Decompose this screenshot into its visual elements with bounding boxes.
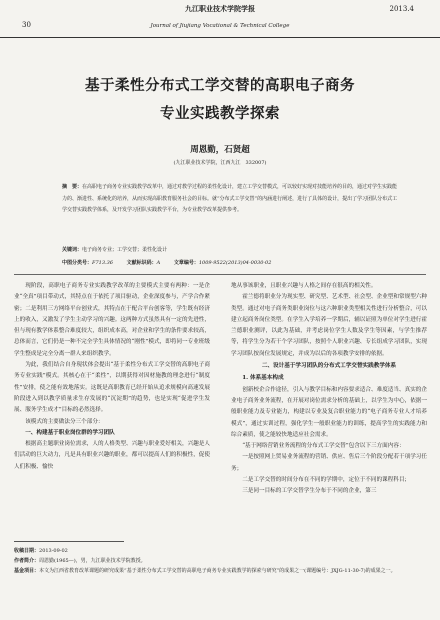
- body-paragraph: 地从事该职业，且职业兴趣与人格之间存在很高的相关性。: [231, 283, 377, 289]
- classification: [62, 258, 400, 270]
- header-divider: [14, 274, 426, 275]
- abstract-label: 摘 要：: [62, 184, 83, 190]
- authors: 周恩勤，石贤超: [190, 145, 250, 155]
- body-column-right: [231, 281, 427, 498]
- body-column-left: [14, 281, 210, 473]
- body-paragraph: 一是按照网上贸易业务流程的营销、供应、售后三个阶段分配若干项学习任务；: [231, 454, 427, 472]
- keywords-text: 电子商务专业；工学交替；柔性化设计: [82, 247, 168, 253]
- body-paragraph: 霍兰德将职业分为现实型、研究型、艺术型、社会型、企业型和常规型六种类型。通过对电子商务类职业岗位与这六种职业类型相关性进行分析整合，可以建立起商务岗位类型。在学生入学培养一学期后，辅以证照为单位对学生进行霍兰德职业测评，以此为基础，并考虑岗位学生人数及学生等因素，与学生推荐等，将学生分为若干个学习团队，按照个人职业兴趣、专长组成学习团队，实现学习团队按岗位发展规定，并成为以后的各项教学安排的依据。: [231, 294, 427, 357]
- body-paragraph: 二是工学交替的时间分布在不同的学期中，定位于不同的课程科目；: [242, 477, 411, 484]
- keywords: [62, 245, 400, 257]
- footnote-rule: [14, 541, 124, 542]
- issue-date: 2013.4: [389, 5, 414, 13]
- body-paragraph: “基于网络营销业务流程的分布式工学交替”包含以下三方面内容：: [242, 443, 405, 450]
- article-title: [0, 72, 440, 128]
- page-number: 30: [22, 21, 31, 29]
- abstract-text: 在高职电子商务专业实践教学改革中，通过对教学过程的柔性化设计，建立工学交替模式，可以较好实现对技能培养的目的，通过对学生实践能力的、渐进性、系统化的培养，从而实现高职教育服务社会的目标。就“分布式工学交替”的内涵进行阐述，进行了具体的设计，提出了学习团队分布式工学交替实践教学体系，及开发学习团队实践教学平台，为专业教学改革提供参考。: [62, 184, 398, 213]
- running-header-line: [0, 17, 440, 38]
- journal-name-en: Journal of Jiujiang Vocational & Technical College: [150, 23, 290, 29]
- body-paragraph: 根据高主题职业岗位需求，人的人格类型、兴趣与职业爱好相关，兴趣是人们活动的巨大动力，凡是具有职业兴趣的职业，都可以提高人们的积极性，促使人们积极、愉快: [14, 441, 210, 470]
- doc-code: 文献标识码：A: [126, 260, 161, 266]
- subsection-heading: 1. 体系基本构成: [242, 375, 284, 382]
- article-id: 文章编号：1009-9522(2013)04-0030-02: [173, 260, 272, 266]
- body-paragraph: 现阶段，高职电子商务专业实践教学改革的主要模式主要有两种：一是企业“全真”项目带动式，其特点在于依托了项目驱动，企业深度参与，产学合作紧密；二是利用三方网络平台创业式，其特点在于配合平台创客等，学生既有经济上的收入，又激发了学生主动学习的兴趣。这两种方式虽然具有一定的先进性，但与现有教学体系整合难度较大，组织成本高，对企业和学生的条件要求较高，总体而言，它们仍是一种不完全学生具体情况的“刚性”模式，即将同一专业班级学生整成是完全分离一群人来组织教学。: [14, 283, 210, 357]
- section-heading: 二、设计基于学习团队的分布式工学交替实践教学体系: [261, 363, 397, 370]
- keywords-label: 关键词：: [62, 247, 83, 253]
- abstract: [62, 182, 400, 217]
- body-paragraph: 三是同一目标的工学交替学生分布于不同的企业，第三: [242, 488, 377, 495]
- title-line-1: 基于柔性分布式工学交替的高职电子商务: [85, 77, 355, 94]
- title-line-2: 专业实践教学探索: [160, 105, 280, 122]
- footnote-received: 收稿日期：2013-09-02: [14, 548, 68, 554]
- section-heading: 一、构建基于职业岗位群的学习团队: [25, 429, 115, 436]
- footnote-author: 作者简介：周恩勤(1965—)，男，九江职业技术学院教授。: [14, 558, 146, 564]
- affiliation: (九江职业技术学院，江西九江 332007): [173, 160, 267, 166]
- body-paragraph: 为此，我们结合自身現状体会提出“基于柔性分布式工学交替的高职电子商务专业实践”模式。其核心在于“柔性”，以期获得对因材施教的理念进行“制度性”安排，使之能有效地落实。这既是高职教育已经开始从追求规模向高速发展阶段进入到以教学质量求生存发展的“沉淀期”的趋势，也是实现“促进学生发展、服务学生成才”目标的必然选择。: [14, 362, 210, 414]
- journal-name-cn: 九江职业技术学院学报: [185, 4, 255, 13]
- body-paragraph: 创新校企合作途径，引入与教学目标和内容要求适合、难度适当、真实的企业电子商务业务流程，在开展对岗位需求分析的基础上，以学生为中心，依据一般职业能力及专业能力，构建以专业及复合职业能力的“电子商务专业人才培养模式”，通过实训过程，强化学生一般职业能力的训练，提高学生的实践能力和综合素质，使之能较快地适应社会需求。: [231, 386, 427, 438]
- clc: 中图分类号：F713.36: [62, 260, 113, 266]
- body-paragraph: 该模式的主要做法分三个部分：: [25, 418, 104, 425]
- running-header: [0, 4, 440, 16]
- footnotes: [14, 546, 426, 576]
- footnote-funding: 基金项目：本文为江西省教育改革课题的研究成果“基于柔性分布式工学交替的高职电子商务专业实践教学的探索与研究”的成果之一(课题编号：JXJG-11-30-7)的成果之一。: [14, 568, 396, 574]
